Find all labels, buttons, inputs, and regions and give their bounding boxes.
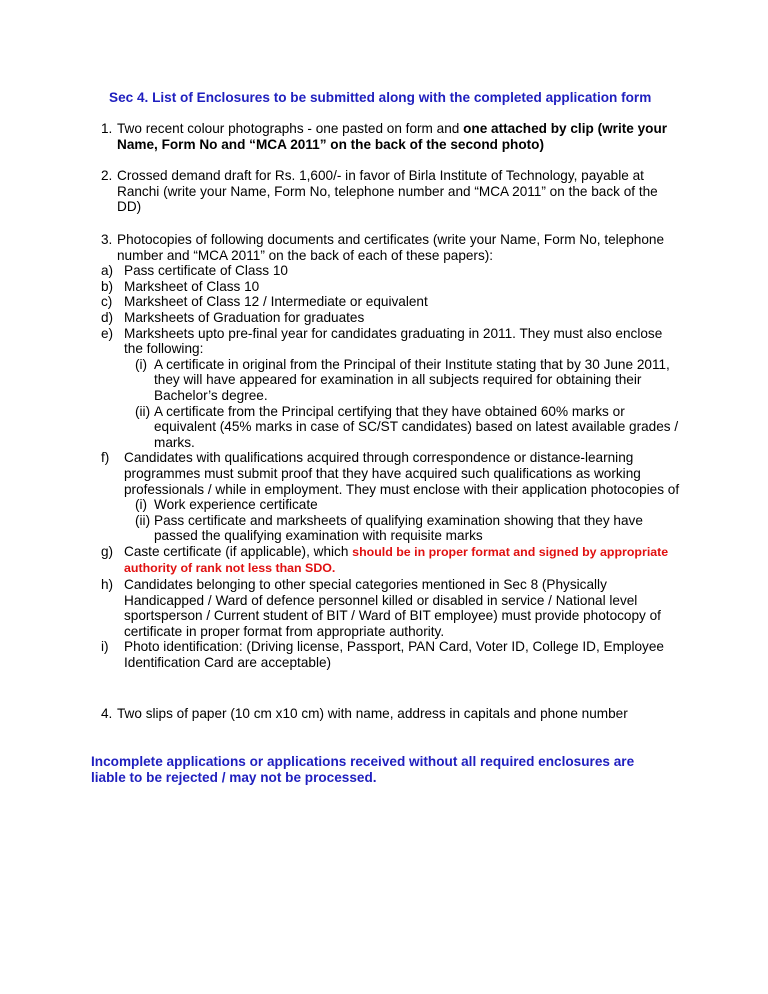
sub-letter: a) xyxy=(101,263,114,279)
sub-text: Candidates belonging to other special categories mentioned in Sec 8 (Physically Handicapped / Ward of defence personnel killed or disabled in service / National level sportsperson / Current student of BIT / Ward of BIT employee) must provide photocopy of certificate in proper format from appropriate authority. xyxy=(124,577,661,639)
roman-label: (i) xyxy=(135,497,148,513)
sub-text: Pass certificate of Class 10 xyxy=(124,263,288,279)
sub-letter: g) xyxy=(101,543,114,559)
roman-label: (ii) xyxy=(135,512,151,528)
sub-text xyxy=(124,544,681,577)
list-item-4 xyxy=(101,706,681,722)
sub-text: Marksheets upto pre-final year for candidates graduating in 2011. They must also enclose the following: xyxy=(124,325,663,357)
sub-item-g xyxy=(101,544,681,577)
sub-item-b xyxy=(101,279,681,295)
list-item-1 xyxy=(101,121,681,152)
sub-item-f xyxy=(101,450,681,544)
sub-text-red: should be in proper format and signed by appropriate authority of rank not less than SDO. xyxy=(124,544,669,576)
sub-text: Photo identification: (Driving license, Passport, PAN Card, Voter ID, College ID, Employee Identification Card are acceptable) xyxy=(124,639,664,671)
item-text: Two slips of paper (10 cm x10 cm) with name, address in capitals and phone number xyxy=(117,706,628,721)
sub-letter: e) xyxy=(101,325,114,341)
section-heading: Sec 4. List of Enclosures to be submitted along with the completed application form xyxy=(109,90,652,105)
roman-item-f-ii xyxy=(135,513,681,544)
list-item-3 xyxy=(101,232,681,671)
item-text: Photocopies of following documents and certificates (write your Name, Form No, telephone number and “MCA 2011” on the back of each of these papers): xyxy=(117,232,665,263)
sub-item-e xyxy=(101,326,681,451)
sub-text-plain: Caste certificate (if applicable), which xyxy=(124,543,353,559)
item-number: 1. xyxy=(101,121,113,136)
sub-letter: i) xyxy=(101,639,109,655)
roman-item-e-i xyxy=(135,357,681,404)
item-number: 2. xyxy=(101,168,113,183)
roman-text: Work experience certificate xyxy=(154,497,318,513)
sub-letter: d) xyxy=(101,309,114,325)
sub-text: Marksheet of Class 12 / Intermediate or equivalent xyxy=(124,294,428,310)
roman-label: (ii) xyxy=(135,403,151,419)
sub-item-d xyxy=(101,310,681,326)
sub-item-i xyxy=(101,639,681,670)
roman-label: (i) xyxy=(135,356,148,372)
sub-text: Marksheets of Graduation for graduates xyxy=(124,309,365,325)
item-text-plain: Two recent colour photographs - one pasted on form and xyxy=(117,121,464,136)
sub-text: Marksheet of Class 10 xyxy=(124,278,260,294)
item-number: 4. xyxy=(101,706,113,721)
item-text-bold: one attached by clip (write your Name, Form No and “MCA 2011” on the back of the second photo) xyxy=(117,121,668,152)
sub-item-h xyxy=(101,577,681,639)
sub-letter: c) xyxy=(101,294,113,310)
item-text: Crossed demand draft for Rs. 1,600/- in favor of Birla Institute of Technology, payable at Ranchi (write your Name, Form No, telephone number and “MCA 2011” on the back of the DD) xyxy=(117,168,658,215)
footer-notice: Incomplete applications or applications received without all required enclosures are liable to be rejected / may not be processed. xyxy=(91,754,635,785)
roman-text: A certificate in original from the Principal of their Institute stating that by 30 June 2011, they will have appeared for examination in all subjects required for obtaining their Bachelor’s degree. xyxy=(154,356,670,403)
sub-letter: f) xyxy=(101,450,110,466)
sub-text: Candidates with qualifications acquired through correspondence or distance-learning programmes must submit proof that they have acquired such qualifications as working professionals / while in employment. They must enclose with their application photocopies of xyxy=(124,450,680,497)
sub-item-c xyxy=(101,294,681,310)
item-text xyxy=(117,121,681,152)
roman-text: Pass certificate and marksheets of qualifying examination showing that they have passed the qualifying examination with requisite marks xyxy=(154,512,643,544)
roman-text: A certificate from the Principal certifying that they have obtained 60% marks or equivalent (45% marks in case of SC/ST candidates) based on latest available grades / marks. xyxy=(154,403,679,450)
sub-list xyxy=(101,263,681,670)
list-item-2 xyxy=(101,168,681,215)
sub-letter: b) xyxy=(101,278,114,294)
sub-item-a xyxy=(101,263,681,279)
roman-item-f-i xyxy=(135,497,681,513)
sub-letter: h) xyxy=(101,577,114,593)
roman-item-e-ii xyxy=(135,404,681,451)
item-number: 3. xyxy=(101,232,113,247)
